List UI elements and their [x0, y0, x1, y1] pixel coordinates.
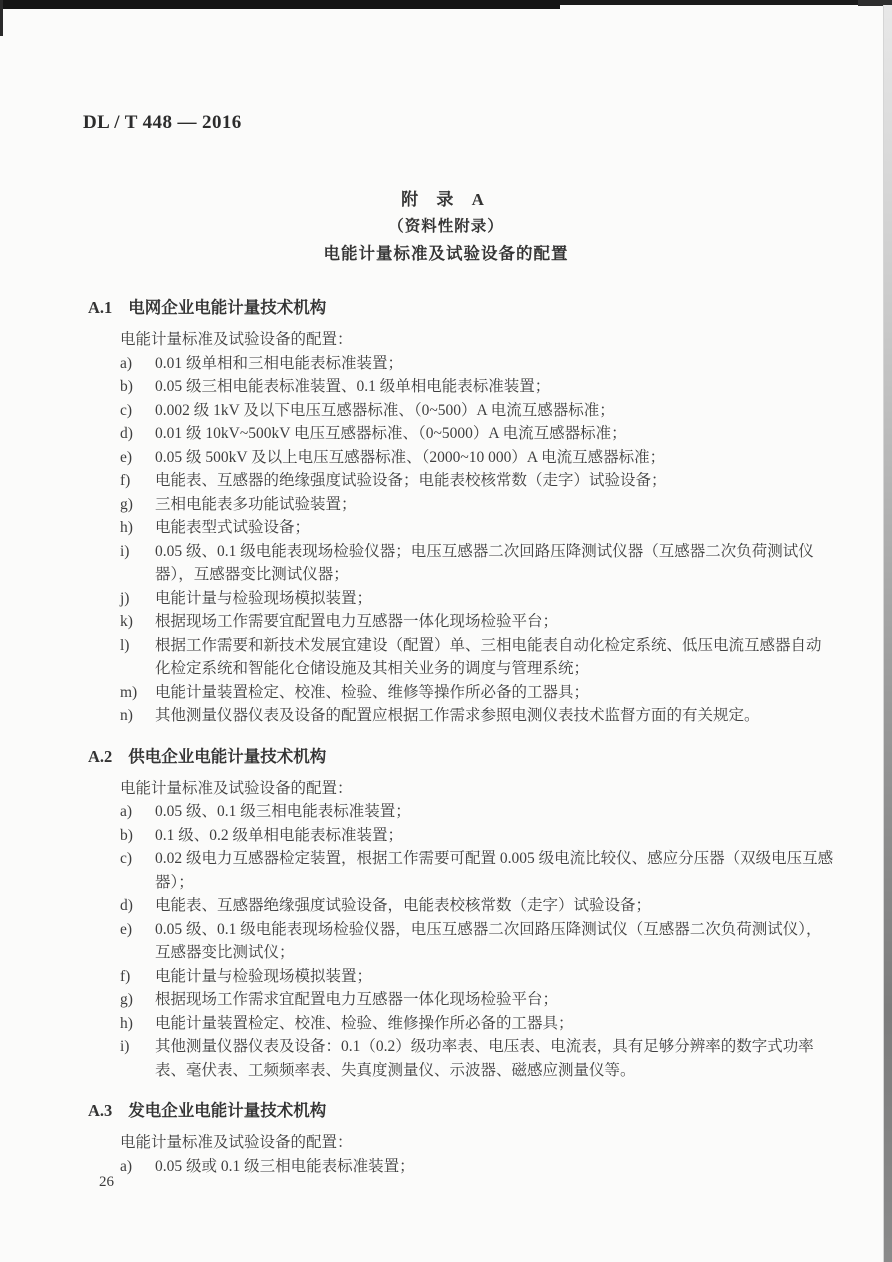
list-item-marker: f): [120, 967, 131, 985]
section-a3: [0, 1100, 892, 1178]
list-item-marker: a): [120, 354, 133, 372]
list-item-text: 根据现场工作需要宜配置电力互感器一体化现场检验平台；: [155, 613, 559, 630]
list-item-marker: d): [120, 897, 133, 914]
section-a1: [0, 297, 892, 728]
list-item-text: 其他测量仪器仪表及设备：0.1（0.2）级功率表、电压表、电流表，具有足够分辨率的数字式功率表、毫伏表、工频频率表、失真度测量仪、示波器、磁感应测量仪等。: [155, 1038, 814, 1079]
scan-border-left: [0, 0, 3, 36]
list-item-text: 0.002 级 1kV 及以下电压互感器标准、（0~500）A 电流互感器标准；: [155, 401, 615, 419]
list-item-marker: j): [120, 589, 130, 607]
list-item: [0, 894, 892, 918]
list-item: [0, 587, 892, 611]
list-item: [0, 540, 892, 587]
section-intro: 电能计量标准及试验设备的配置：: [120, 779, 353, 797]
list-item-marker: n): [120, 707, 133, 724]
list-item: [0, 1012, 892, 1036]
section-a2: [0, 746, 892, 1083]
list-item-text: 0.05 级、0.1 级电能表现场检验仪器；电压互感器二次回路压降测试仪器（互感器二次负荷测试仪器），互感器变比测试仪器；: [155, 542, 814, 583]
list-item-marker: i): [120, 542, 130, 560]
list-item-marker: b): [120, 378, 133, 395]
list-item-marker: l): [120, 636, 130, 654]
list-item: [0, 1035, 892, 1082]
list-item-text: 0.05 级、0.1 级电能表现场检验仪器，电压互感器二次回路压降测试仪（互感器二次负荷测试仪），互感器变比测试仪；: [155, 920, 822, 961]
list-item-text: 电能计量装置检定、校准、检验、维修操作所必备的工器具；: [155, 1014, 574, 1032]
list-item-text: 0.1 级、0.2 级单相电能表标准装置；: [155, 826, 404, 844]
list-item: [0, 824, 892, 848]
section-heading: [0, 1100, 892, 1122]
list-item-text: 0.05 级 500kV 及以上电压互感器标准、（2000~10 000）A 电流互感器标准；: [155, 448, 666, 466]
list-item-text: 0.01 级单相和三相电能表标准装置；: [155, 354, 404, 372]
list-item: [0, 965, 892, 989]
page-content: [0, 186, 892, 1178]
appendix-title-block: [0, 186, 892, 267]
section-number: A.2: [88, 746, 113, 766]
list-item: [0, 988, 892, 1012]
list-item-text: 0.05 级三相电能表标准装置、0.1 级单相电能表标准装置；: [155, 378, 551, 395]
section-heading: [0, 746, 892, 768]
section-number: A.3: [88, 1101, 113, 1120]
scan-border-top-left: [0, 0, 560, 9]
list-item: [0, 704, 892, 728]
list-item-text: 电能计量装置检定、校准、检验、维修等操作所必备的工器具；: [155, 683, 590, 701]
list-item-marker: a): [120, 803, 133, 820]
list-item-text: 电能表、互感器绝缘强度试验设备，电能表校核常数（走字）试验设备；: [155, 897, 652, 914]
page-number: 26: [99, 1174, 114, 1190]
list-item: [0, 399, 892, 423]
list-item: [0, 681, 892, 705]
list-item-marker: b): [120, 826, 133, 844]
list-item-text: 0.05 级、0.1 级三相电能表标准装置；: [155, 803, 411, 820]
appendix-subtitle: （资料性附录）: [388, 218, 504, 235]
list-item: [0, 352, 892, 376]
list-item-text: 0.05 级或 0.1 级三相电能表标准装置；: [155, 1157, 415, 1175]
list-item-marker: c): [120, 401, 133, 419]
list-item: [0, 1155, 892, 1179]
list-item-marker: g): [120, 991, 133, 1008]
section-title: 发电企业电能计量技术机构: [128, 1101, 327, 1120]
list-item: [0, 800, 892, 824]
list-item-text: 电能计量与检验现场模拟装置；: [155, 589, 373, 607]
list-item-text: 根据现场工作需求宜配置电力互感器一体化现场检验平台；: [155, 991, 559, 1008]
list-item-marker: g): [120, 495, 133, 513]
list-item-text: 根据工作需要和新技术发展宜建设（配置）单、三相电能表自动化检定系统、低压电流互感器自动化检定系统和智能化仓储设施及其相关业务的调度与管理系统；: [155, 636, 822, 677]
section-list: [0, 1155, 892, 1179]
list-item-text: 0.02 级电力互感器检定装置，根据工作需要可配置 0.005 级电流比较仪、感应分压器（双级电压互感器）；: [155, 850, 834, 891]
list-item-marker: i): [120, 1038, 130, 1055]
list-item: [0, 516, 892, 540]
list-item: [0, 610, 892, 634]
list-item-text: 电能计量与检验现场模拟装置；: [155, 967, 373, 985]
list-item: [0, 634, 892, 681]
section-title: 电网企业电能计量技术机构: [128, 298, 327, 317]
list-item-marker: h): [120, 519, 133, 536]
section-intro: 电能计量标准及试验设备的配置：: [120, 331, 353, 348]
list-item-text: 其他测量仪器仪表及设备的配置应根据工作需求参照电测仪表技术监督方面的有关规定。: [155, 707, 760, 724]
list-item-marker: e): [120, 920, 133, 938]
list-item-marker: k): [120, 613, 133, 630]
list-item-text: 电能表型式试验设备；: [155, 519, 311, 536]
list-item-marker: a): [120, 1157, 133, 1175]
appendix-title: 附 录 A: [401, 190, 491, 209]
list-item-marker: m): [120, 683, 138, 701]
list-item: [0, 446, 892, 470]
appendix-heading: 电能计量标准及试验设备的配置: [323, 244, 569, 263]
list-item: [0, 847, 892, 894]
section-list: [0, 352, 892, 728]
list-item: [0, 375, 892, 399]
list-item-text: 0.01 级 10kV~500kV 电压互感器标准、（0~5000）A 电流互感器标准；: [155, 425, 627, 442]
list-item: [0, 469, 892, 493]
list-item: [0, 918, 892, 965]
list-item: [0, 422, 892, 446]
list-item: [0, 493, 892, 517]
list-item-marker: c): [120, 850, 133, 867]
list-item-marker: d): [120, 425, 133, 442]
section-title: 供电企业电能计量技术机构: [128, 746, 327, 766]
list-item-marker: e): [120, 448, 133, 466]
section-number: A.1: [88, 298, 113, 317]
list-item-text: 电能表、互感器的绝缘强度试验设备；电能表校核常数（走字）试验设备；: [155, 472, 667, 489]
list-item-marker: h): [120, 1014, 133, 1032]
list-item-marker: f): [120, 472, 131, 489]
section-list: [0, 800, 892, 1082]
section-heading: [0, 297, 892, 319]
section-intro: 电能计量标准及试验设备的配置：: [120, 1134, 353, 1151]
standard-number: DL / T 448 — 2016: [83, 112, 242, 133]
list-item-text: 三相电能表多功能试验装置；: [155, 495, 357, 513]
